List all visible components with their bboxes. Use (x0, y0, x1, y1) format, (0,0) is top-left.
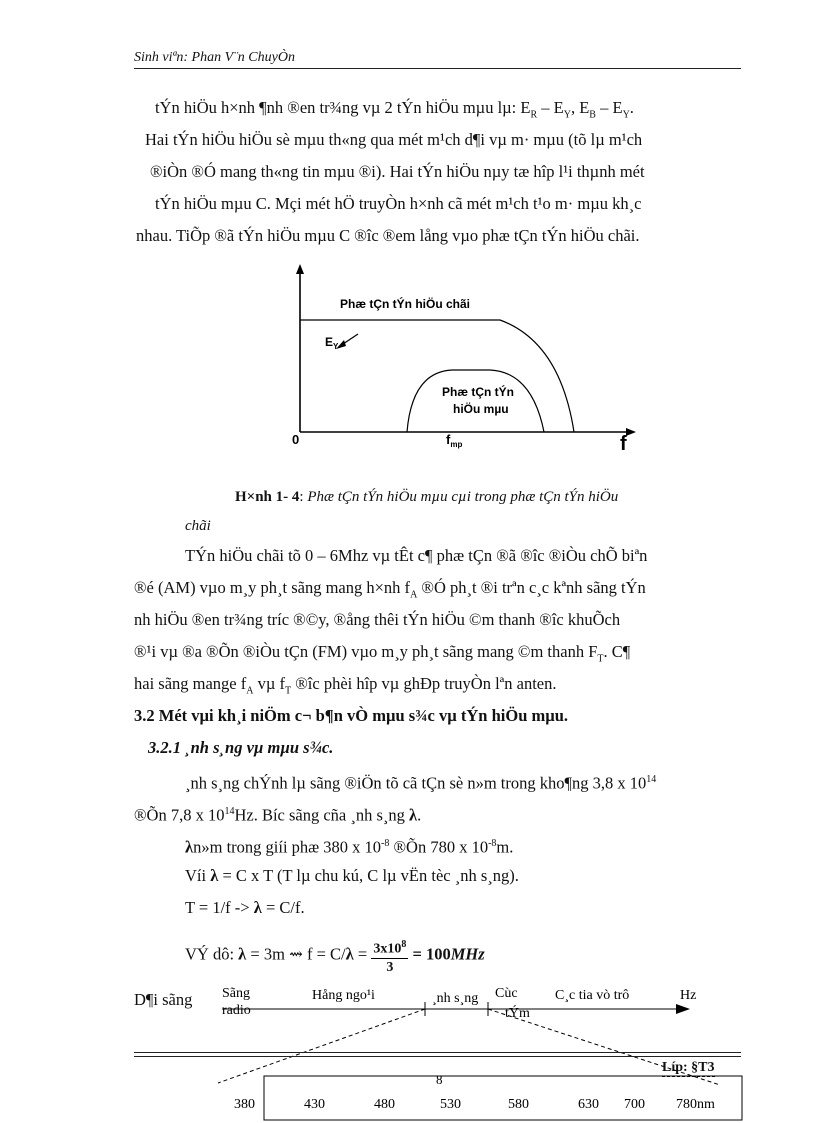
luma-label: Phæ tÇn tÝn hiÖu chãi (340, 297, 471, 311)
chroma-label-2: hiÖu mµu (453, 402, 509, 416)
spectrum-figure (270, 262, 650, 462)
label-visible: ¸nh s¸ng (432, 991, 479, 1006)
subsection-heading: 3.2.1 ¸nh s¸ng vµ mµu s¾c. (148, 738, 334, 757)
label-infrared: Hång ngo¹i (312, 988, 375, 1003)
intro-line-5: nhau. TiÕp ®ã tÝn hiÖu mµu C ®îc ®em lång vµo phæ tÇn tÝn hiÖu chãi. (136, 226, 640, 245)
intro-line-2: Hai tÝn hiÖu hiÖu sè mµu th«ng qua mét m¹ch d¶i vµ m· mµu (tõ lµ m¹ch (145, 130, 643, 149)
page-header-author: Sinh viªn: Phan V¨n ChuyÒn (134, 50, 295, 65)
wavelength-580: 580 (508, 1097, 529, 1112)
wavelength-630: 630 (578, 1097, 599, 1112)
intro-line-1: tÝn hiÖu h×nh ¶nh ®en tr¾ng vµ 2 tÝn hiÖu mµu lµ: $E_R - E_Y$, $E_B - E_Y$. (155, 98, 634, 121)
origin-label: 0 (292, 432, 300, 447)
wavelength-480: 480 (374, 1097, 395, 1112)
section-heading: 3.2 Mét vµi kh¸i niÖm c¬ b¶n vÒ mµu s¾c vµ tÝn hiÖu mµu. (134, 706, 569, 725)
wavelength-430: 430 (304, 1097, 325, 1112)
fmp-label: $f_{mp}$ (446, 432, 463, 449)
intro-line-3: ®iÒn ®Ó mang th«ng tin mµu ®i). Hai tÝn hiÖu nµy tæ hîp l¹i thµnh mét (150, 162, 645, 181)
luma-spectrum-curve (300, 320, 574, 432)
body-p1-line-5: hai sãng mange $f_A$ vµ $f_T$ ®îc phèi hîp vµ ghÐp truyÒn lªn anten. (134, 674, 557, 697)
ey-label: $E_Y$ (325, 335, 339, 351)
body-p3: λn»m trong giíi phæ 380 x $10^{-8}$ ®Õn 780 x $10^{-8}m$. (185, 837, 514, 857)
wavelength-700: 700 (624, 1097, 645, 1112)
body-example: VÝ dô: λ = 3m ⇝ f = C/λ = $\frac{3x10^8}{3}$ = 100MHz (185, 936, 485, 976)
body-p2-line-2: ®Õn 7,8 x $10^{14}Hz$. Bíc sãng cña ¸nh s¸ng λ. (134, 805, 422, 825)
figure-caption-cont: chãi (185, 518, 211, 534)
label-radio-2: radio (222, 1003, 251, 1018)
header-rule (134, 68, 741, 69)
wavelength-530: 530 (440, 1097, 461, 1112)
f-axis-label: f (620, 433, 627, 455)
footer-class: Líp: §T3 (662, 1060, 715, 1075)
body-p1-line-2: ®é (AM) vµo m¸y ph¸t sãng mang h×nh $f_A$ ®Ó ph¸t ®i trªn c¸c kªnh sãng tÝn (134, 578, 646, 601)
wavelength-780: 780nm (676, 1097, 715, 1112)
label-radio-1: Sãng (222, 986, 250, 1001)
zoom-line-left (218, 1009, 425, 1083)
label-uv-1: Cùc (495, 986, 518, 1001)
chroma-spectrum-curve (407, 370, 544, 432)
chroma-label-1: Phæ tÇn tÝn (442, 385, 514, 399)
body-p4: Víi λ = C x T (T lµ chu kú, C lµ vËn tèc ¸nh s¸ng). (185, 866, 519, 885)
body-p5: T = 1/f -> λ = C/f. (185, 898, 305, 917)
fraction: $\frac{3x10^8}{3}$ (371, 936, 408, 976)
body-p1-line-4: ®¹i vµ ®a ®Õn ®iÒu tÇn (FM) vµo m¸y ph¸t sãng mang ©m thanh $F_T$. C¶ (134, 642, 631, 665)
body-p1-line-3: nh hiÖu ®en tr¾ng tríc ®©y, ®ång thêi tÝn hiÖu ©m thanh ®îc khuÕch (134, 610, 621, 629)
label-hz: Hz (680, 988, 697, 1003)
footer-rule (134, 1052, 741, 1053)
band-label: D¶i sãng (134, 990, 193, 1009)
band-axis-arrow (676, 1004, 690, 1014)
wavelength-box (264, 1076, 742, 1120)
label-uv-2: tÝm (505, 1006, 530, 1021)
figure-caption: H×nh 1- 4: Phæ tÇn tÝn hiÖu mµu cµi trong phæ tÇn tÝn hiÖu (235, 489, 619, 505)
wavelength-380: 380 (234, 1097, 255, 1112)
intro-line-4: tÝn hiÖu mµu C. Mçi mét hÖ truyÒn h×nh cã mét m¹ch t¹o m· mµu kh¸c (155, 194, 642, 213)
label-xray: C¸c tia vò trô (555, 988, 630, 1003)
footer-rule-thin (134, 1056, 741, 1057)
body-p1-line-1: TÝn hiÖu chãi tõ 0 – 6Mhz vµ tÊt c¶ phæ tÇn ®ã ®îc ®iÒu chÕ biªn (185, 546, 648, 565)
wavelength-tick-8: 8 (436, 1072, 443, 1087)
body-p2-line-1: ¸nh s¸ng chÝnh lµ sãng ®iÖn tõ cã tÇn sè n»m trong kho¶ng 3,8 x $10^{14}$ (185, 773, 657, 793)
